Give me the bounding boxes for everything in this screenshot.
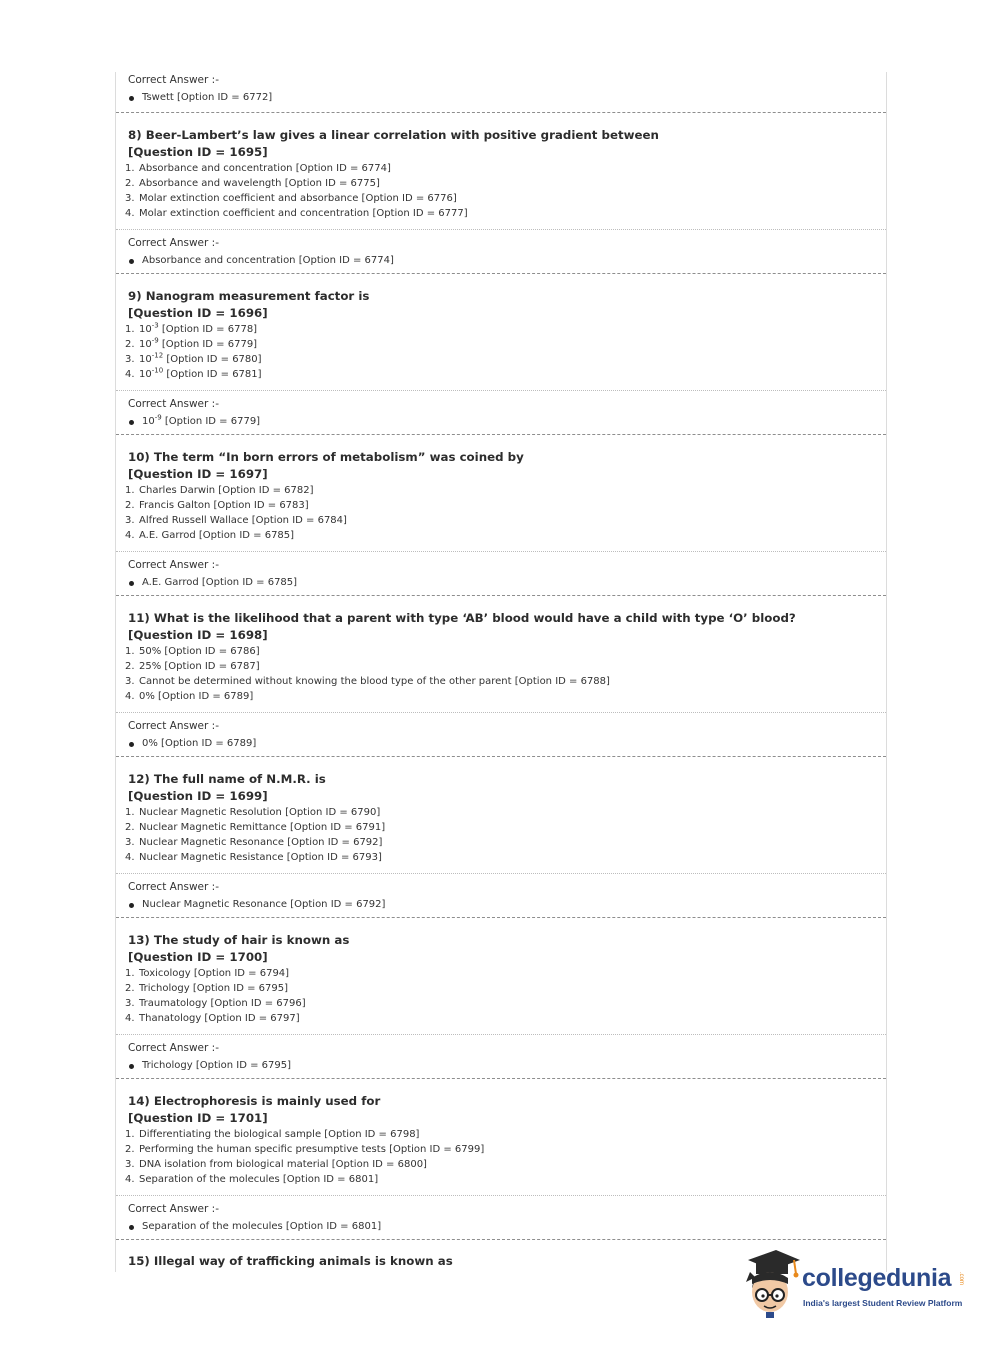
option-text: Francis Galton [Option ID = 6783] [139,500,309,511]
option-item: 2. 25% [Option ID = 6787] [125,661,260,672]
question-id: [Question ID = 1695] [128,145,268,159]
option-base: 10 [139,324,152,335]
option-text: Nuclear Magnetic Remittance [Option ID = 6791] [139,822,386,833]
option-list [125,805,886,865]
question-12 [116,757,886,874]
option-text: Thanatology [Option ID = 6797] [139,1013,300,1024]
option-item: 2. Absorbance and wavelength [Option ID = 6775] [125,178,380,189]
question-title: 13) The study of hair is known as [128,933,350,947]
correct-answer-label: Correct Answer :- [128,559,219,571]
correct-answer-label: Correct Answer :- [128,1203,219,1215]
question-11 [116,596,886,713]
option-exponent: -3 [151,321,159,330]
option-base: 10 [139,369,152,380]
option-item: 1. Charles Darwin [Option ID = 6782] [125,485,314,496]
correct-answer-value: A.E. Garrod [Option ID = 6785] [128,575,886,591]
option-text: Charles Darwin [Option ID = 6782] [139,485,314,496]
question-id: [Question ID = 1700] [128,950,268,964]
option-rest: [Option ID = 6781] [163,369,262,380]
option-text: Nuclear Magnetic Resistance [Option ID = 6793] [139,852,382,863]
option-list [125,483,886,543]
correct-answer-label: Correct Answer :- [128,237,219,249]
option-text: Toxicology [Option ID = 6794] [139,968,290,979]
correct-answer-value: Nuclear Magnetic Resonance [Option ID = 6792] [128,897,886,913]
option-text: Alfred Russell Wallace [Option ID = 6784] [139,515,347,526]
answer-block-12 [116,874,886,918]
option-item: 3. Traumatology [Option ID = 6796] [125,998,306,1009]
option-list [125,644,886,704]
option-text: DNA isolation from biological material [Option ID = 6800] [139,1159,427,1170]
option-list [125,161,886,221]
exam-sheet [115,72,887,1272]
option-text: Performing the human specific presumptive tests [Option ID = 6799] [139,1144,485,1155]
option-item: 4. 0% [Option ID = 6789] [125,691,254,702]
option-item: 1. 50% [Option ID = 6786] [125,646,260,657]
option-item: 3. $10^{-12}$ [Option ID = 6780] [125,351,262,365]
option-list [125,321,886,382]
option-rest: [Option ID = 6780] [163,354,262,365]
option-text: Molar extinction coefficient and absorbance [Option ID = 6776] [139,193,457,204]
option-text: Trichology [Option ID = 6795] [139,983,289,994]
option-item: 4. $10^{-10}$ [Option ID = 6781] [125,366,262,380]
answer-block-10 [116,552,886,596]
brand-tagline: India's largest Student Review Platform [803,1298,963,1308]
correct-answer-value: Trichology [Option ID = 6795] [128,1058,886,1074]
option-text: Separation of the molecules [Option ID = 6801] [139,1174,379,1185]
question-id: [Question ID = 1697] [128,467,268,481]
option-exponent: -10 [151,366,164,375]
option-list [125,1127,886,1187]
answer-block-8 [116,230,886,274]
option-text: 50% [Option ID = 6786] [139,646,260,657]
option-item: 3. Cannot be determined without knowing the blood type of the other parent [Option ID = 6788] [125,676,610,687]
question-id: [Question ID = 1701] [128,1111,268,1125]
option-text: Nuclear Magnetic Resolution [Option ID = 6790] [139,807,381,818]
option-exponent: -9 [151,336,159,345]
brand-domain: .com [958,1272,964,1286]
question-title: 10) The term “In born errors of metabolism” was coined by [128,450,524,464]
option-rest: [Option ID = 6778] [158,324,258,335]
option-item: 4. Molar extinction coefficient and concentration [Option ID = 6777] [125,208,468,219]
option-base: 10 [139,339,152,350]
correct-answer-value [128,414,886,430]
question-title: 9) Nanogram measurement factor is [128,289,370,303]
option-text: A.E. Garrod [Option ID = 6785] [139,530,295,541]
question-9 [116,274,886,391]
correct-answer-value: Tswett [Option ID = 6772] [128,90,886,106]
question-id: [Question ID = 1698] [128,628,268,642]
option-item: 2. Trichology [Option ID = 6795] [125,983,289,994]
option-item: 2. $10^{-9}$ [Option ID = 6779] [125,336,258,350]
collegedunia-logo [742,1248,972,1320]
option-text: Molar extinction coefficient and concentration [Option ID = 6777] [139,208,468,219]
question-title: 12) The full name of N.M.R. is [128,772,326,786]
brand-name: collegedunia [802,1264,952,1292]
answer-block-14 [116,1196,886,1240]
option-item: 3. Alfred Russell Wallace [Option ID = 6784] [125,515,347,526]
option-text: Differentiating the biological sample [Option ID = 6798] [139,1129,420,1140]
answer-exponent: -9 [154,413,162,422]
option-item: 2. Nuclear Magnetic Remittance [Option ID = 6791] [125,822,386,833]
question-title: 11) What is the likelihood that a parent with type ‘AB’ blood would have a child with type ‘O’ blood? [128,611,796,625]
question-8 [116,113,886,230]
option-item: 3. Molar extinction coefficient and absorbance [Option ID = 6776] [125,193,457,204]
option-text: Nuclear Magnetic Resonance [Option ID = 6792] [139,837,383,848]
answer-block-7 [116,72,886,113]
option-text: Traumatology [Option ID = 6796] [139,998,306,1009]
option-rest: [Option ID = 6779] [158,339,258,350]
question-list [116,113,886,1240]
correct-answer-label: Correct Answer :- [128,398,219,410]
option-text: Absorbance and wavelength [Option ID = 6775] [139,178,380,189]
question-10 [116,435,886,552]
answer-block-9 [116,391,886,435]
question-13 [116,918,886,1035]
option-item: 3. Nuclear Magnetic Resonance [Option ID = 6792] [125,837,383,848]
option-text: Absorbance and concentration [Option ID = 6774] [139,163,391,174]
question-title: 14) Electrophoresis is mainly used for [128,1094,381,1108]
question-title: 15) Illegal way of trafficking animals is known as [128,1254,453,1268]
option-text: 25% [Option ID = 6787] [139,661,260,672]
question-title: 8) Beer-Lambert’s law gives a linear correlation with positive gradient between [128,128,659,142]
option-item: 1. Differentiating the biological sample [Option ID = 6798] [125,1129,420,1140]
answer-base: 10 [142,416,155,427]
correct-answer-label: Correct Answer :- [128,881,219,893]
correct-answer-label: Correct Answer :- [128,1042,219,1054]
correct-answer-value: Absorbance and concentration [Option ID = 6774] [128,253,886,269]
answer-block-13 [116,1035,886,1079]
question-id: [Question ID = 1699] [128,789,268,803]
option-item: 1. Absorbance and concentration [Option ID = 6774] [125,163,391,174]
question-id: [Question ID = 1696] [128,306,268,320]
option-item: 1. Toxicology [Option ID = 6794] [125,968,290,979]
option-item: 1. $10^{-3}$ [Option ID = 6778] [125,321,258,335]
option-list [125,966,886,1026]
correct-answer-value: 0% [Option ID = 6789] [128,736,886,752]
option-text: Cannot be determined without knowing the blood type of the other parent [Option ID = 6788] [139,676,610,687]
answer-rest: [Option ID = 6779] [161,416,261,427]
option-base: 10 [139,354,152,365]
option-item: 3. DNA isolation from biological material [Option ID = 6800] [125,1159,427,1170]
option-exponent: -12 [151,351,164,360]
option-text: 0% [Option ID = 6789] [139,691,254,702]
option-item: 2. Francis Galton [Option ID = 6783] [125,500,309,511]
answer-block-11 [116,713,886,757]
mascot-icon [742,1248,802,1320]
correct-answer-label: Correct Answer :- [128,720,219,732]
option-item: 2. Performing the human specific presumptive tests [Option ID = 6799] [125,1144,485,1155]
option-item: 4. A.E. Garrod [Option ID = 6785] [125,530,295,541]
option-item: 4. Nuclear Magnetic Resistance [Option ID = 6793] [125,852,382,863]
correct-answer-label: Correct Answer :- [128,74,219,86]
correct-answer-value: Separation of the molecules [Option ID = 6801] [128,1219,886,1235]
question-14 [116,1079,886,1196]
option-item: 4. Separation of the molecules [Option ID = 6801] [125,1174,379,1185]
option-item: 4. Thanatology [Option ID = 6797] [125,1013,300,1024]
option-item: 1. Nuclear Magnetic Resolution [Option ID = 6790] [125,807,381,818]
